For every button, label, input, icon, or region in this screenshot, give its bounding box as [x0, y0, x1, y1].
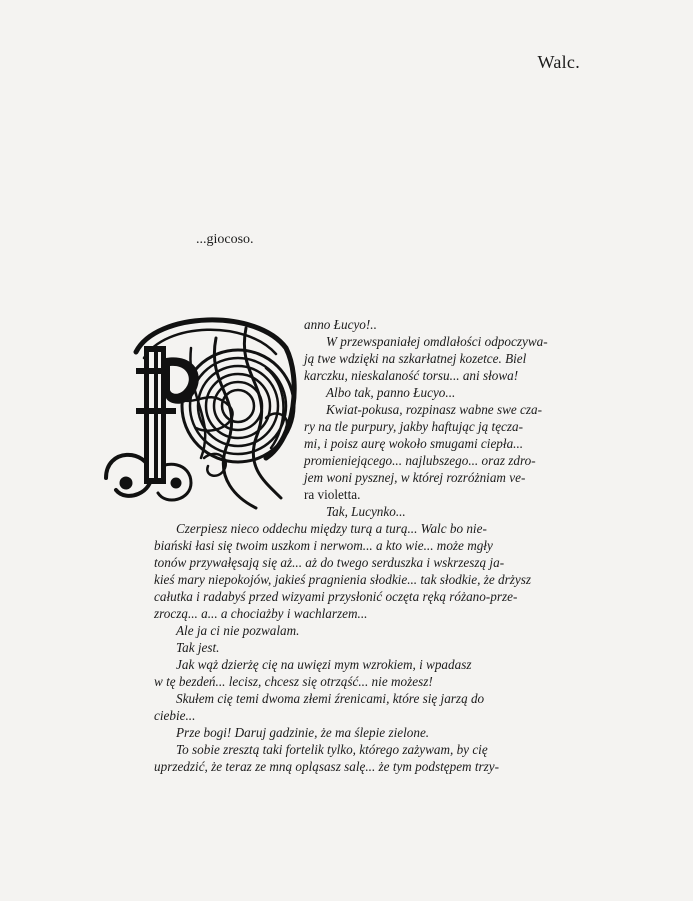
text-line: Ale ja ci nie pozwalam.	[176, 623, 300, 638]
text-line: biański łasi się twoim uszkom i nerwom... a kto wie... może mgły	[154, 538, 493, 553]
text-line: promieniejącego... najlubszego... oraz zdro-	[304, 453, 536, 468]
text-line: Kwiat-pokusa, rozpinasz wabne swe cza-	[326, 402, 543, 417]
text-line: W przewspaniałej omdlałości odpoczywa-	[326, 334, 548, 349]
text-line: w tę bezdeń... lecisz, chcesz się otrząść... nie możesz!	[154, 674, 433, 689]
text-line: mi, i poisz aurę wokoło smugami ciepła...	[304, 436, 524, 451]
text-line: Jak wąż dzierżę cię na uwięzi mym wzrokiem, i wpadasz	[176, 657, 472, 672]
text-line: całutka i radabyś przed wizyami przysłonić oczęta ręką różano-prze-	[154, 589, 518, 604]
page-header-title: Walc.	[537, 52, 580, 72]
text-line: Tak jest.	[176, 640, 220, 655]
text-line: uprzedzić, że teraz ze mną opląsasz salę... że tym podstępem trzy-	[154, 759, 500, 774]
text-line: Skułem cię temi dwoma złemi źrenicami, które się jarzą do	[176, 691, 485, 706]
text-line: To sobie zresztą taki fortelik tylko, którego zażywam, by cię	[176, 742, 488, 757]
text-line: Albo tak, panno Łucyo...	[326, 385, 456, 400]
text-line: ciebie...	[154, 708, 196, 723]
text-line: ją twe wdzięki na szkarłatnej kozetce. Biel	[304, 351, 527, 366]
text-line: anno Łucyo!..	[304, 317, 377, 332]
text-line: tonów przywałęsają się aż... aż do twego serduszka i wskrzeszą ja-	[154, 555, 505, 570]
text-line: zroczą... a... a chociażby i wachlarzem...	[154, 606, 368, 621]
text-line: jem woni pysznej, w której rozróżniam ve-	[304, 470, 526, 485]
text-line: Prze bogi! Daruj gadzinie, że ma ślepie zielone.	[176, 725, 430, 740]
text-line: Tak, Lucynko...	[326, 504, 406, 519]
ornamental-initial-p	[96, 308, 301, 514]
text-line: karczku, nieskalaność torsu... ani słowa!	[304, 368, 519, 383]
text-line: ry na tle purpury, jakby haftując ją tęcza-	[304, 419, 524, 434]
epigraph: ...giocoso.	[196, 232, 254, 247]
text-line: kieś mary niepokojów, jakieś pragnienia słodkie... tak słodkie, że drżysz	[154, 572, 531, 587]
text-line: ra violetta.	[304, 487, 361, 502]
text-line: Czerpiesz nieco oddechu między turą a turą... Walc bo nie-	[176, 521, 487, 536]
